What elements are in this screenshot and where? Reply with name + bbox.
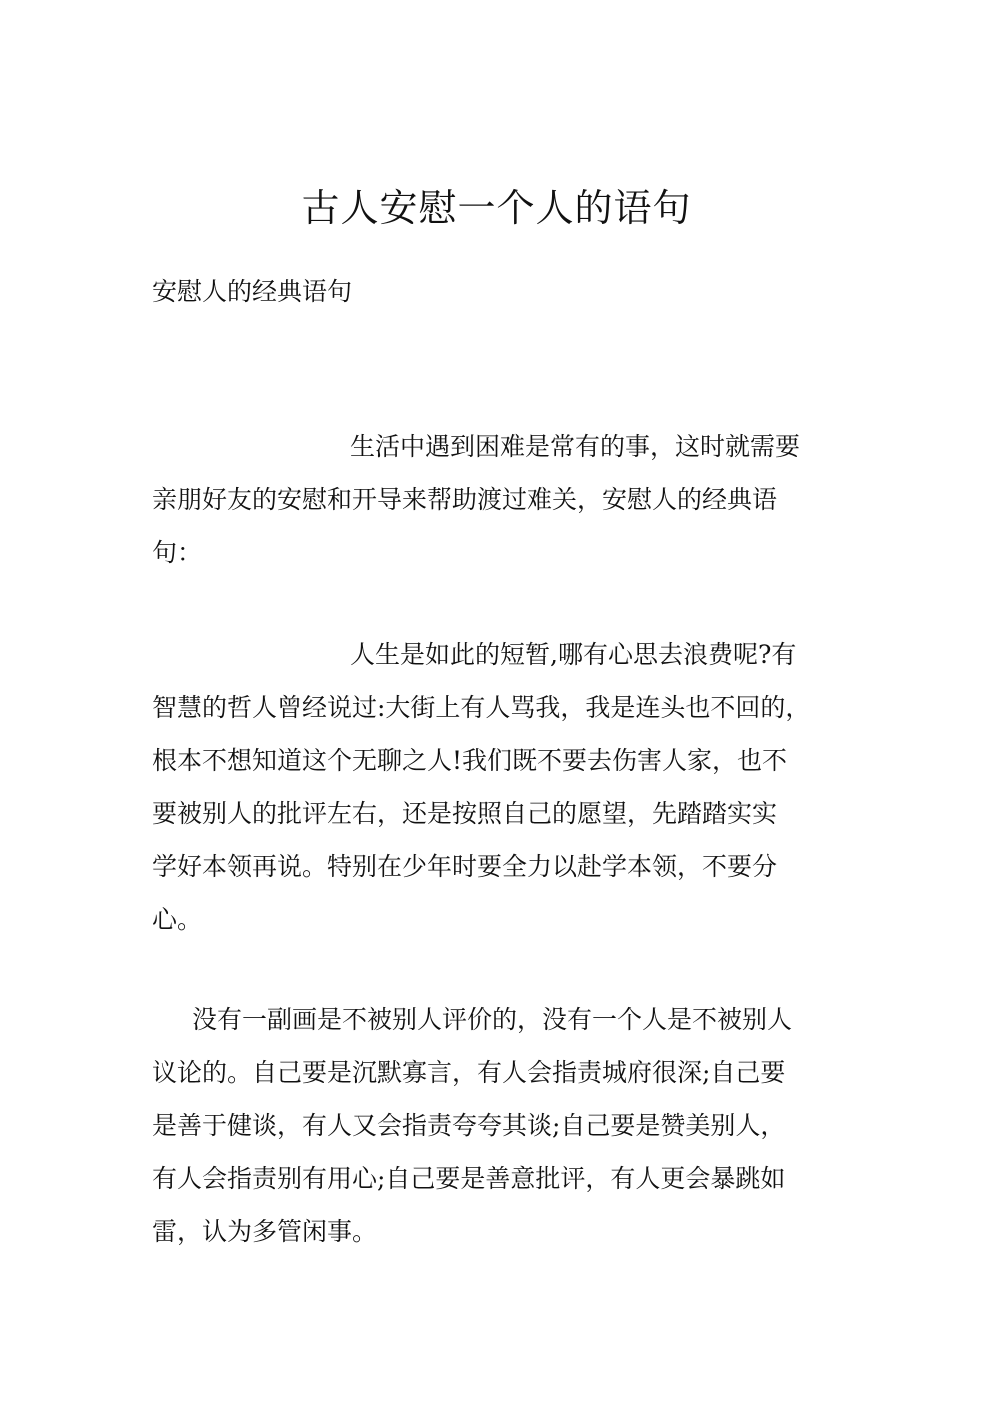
paragraph-2 — [152, 628, 842, 946]
paragraph-line: 议论的。自己要是沉默寡言，有人会指责城府很深;自己要 — [152, 1058, 786, 1087]
paragraph-line: 智慧的哲人曾经说过:大街上有人骂我，我是连头也不回的， — [152, 693, 811, 722]
paragraph-line: 要被别人的批评左右，还是按照自己的愿望，先踏踏实实 — [152, 799, 778, 828]
paragraph-line: 心。 — [152, 905, 203, 934]
paragraph-line: 是善于健谈，有人又会指责夸夸其谈;自己要是赞美别人， — [152, 1111, 786, 1140]
paragraph-line: 雷，认为多管闲事。 — [152, 1217, 378, 1246]
document-subtitle: 安慰人的经典语句 — [152, 277, 353, 306]
paragraph-line: 学好本领再说。特别在少年时要全力以赴学本领，不要分 — [152, 852, 778, 881]
paragraph-line: 句： — [152, 538, 203, 567]
paragraph-line: 有人会指责别有用心;自己要是善意批评，有人更会暴跳如 — [152, 1164, 786, 1193]
paragraph-line: 人生是如此的短暂,哪有心思去浪费呢?有 — [350, 640, 797, 669]
paragraph-line: 没有一副画是不被别人评价的，没有一个人是不被别人 — [192, 1005, 793, 1034]
paragraph-line: 生活中遇到困难是常有的事，这时就需要 — [350, 432, 801, 461]
paragraph-line: 亲朋好友的安慰和开导来帮助渡过难关，安慰人的经典语 — [152, 485, 778, 514]
document-title: 古人安慰一个人的语句 — [301, 186, 692, 230]
paragraph-1 — [152, 420, 842, 579]
paragraph-line: 根本不想知道这个无聊之人!我们既不要去伤害人家，也不 — [152, 746, 788, 775]
paragraph-3 — [152, 993, 842, 1258]
